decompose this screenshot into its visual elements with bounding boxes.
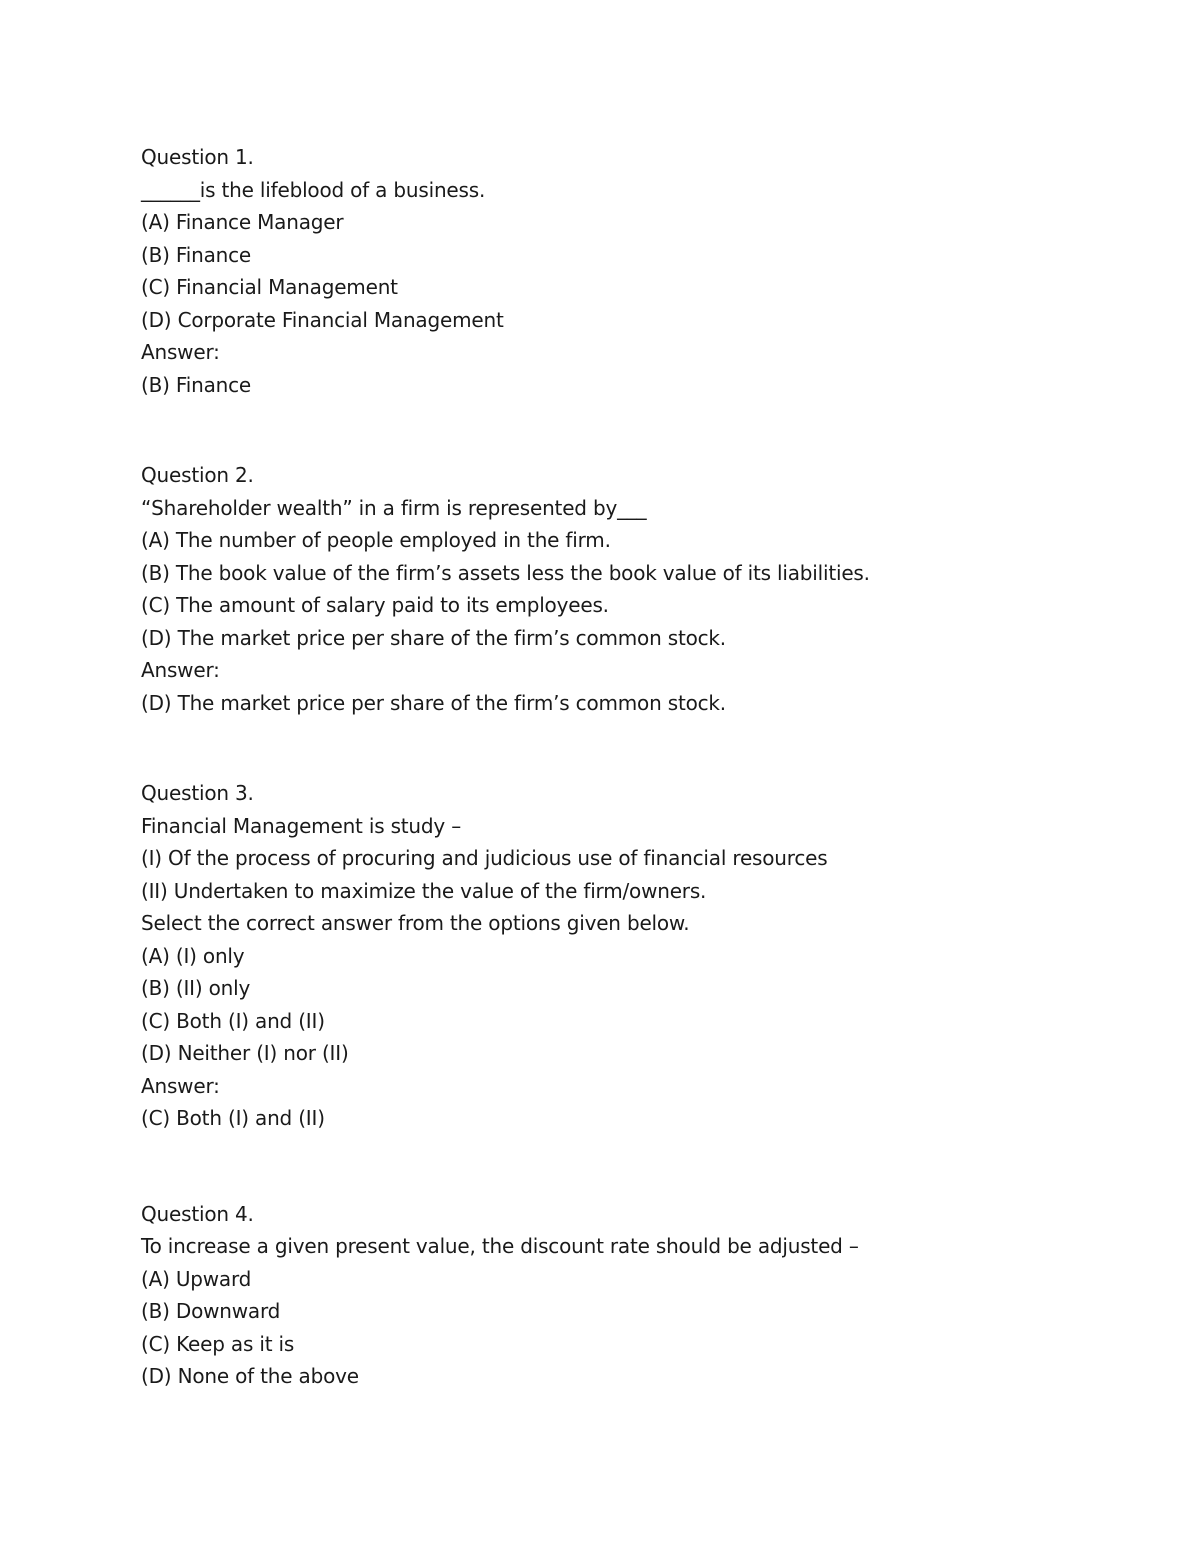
answer-text: (C) Both (I) and (II) (141, 1106, 325, 1130)
question-2 (141, 459, 1081, 719)
option-b: (B) (II) only (141, 976, 251, 1000)
question-heading: Question 4. (141, 1201, 254, 1226)
answer-text: (D) The market price per share of the firm’s common stock. (141, 690, 726, 715)
statement-ii: (II) Undertaken to maximize the value of the firm/owners. (141, 878, 707, 903)
option-a: (A) The number of people employed in the firm. (141, 528, 611, 552)
answer-text: (B) Finance (141, 372, 251, 397)
answer-label: Answer: (141, 658, 220, 682)
option-d: (D) Neither (I) nor (II) (141, 1041, 349, 1065)
option-d: (D) Corporate Financial Management (141, 307, 504, 332)
spacer (141, 719, 1081, 777)
question-prompt: ______is the lifeblood of a business. (141, 177, 486, 202)
option-d: (D) The market price per share of the firm’s common stock. (141, 625, 726, 650)
question-prompt: “Shareholder wealth” in a firm is represented by___ (141, 495, 647, 520)
spacer (141, 401, 1081, 459)
question-prompt: Financial Management is study – (141, 813, 462, 838)
option-d: (D) None of the above (141, 1364, 359, 1388)
question-1 (141, 141, 1081, 401)
question-heading: Question 2. (141, 463, 254, 487)
option-c: (C) Both (I) and (II) (141, 1008, 325, 1033)
question-prompt: To increase a given present value, the discount rate should be adjusted – (141, 1234, 859, 1258)
question-4 (141, 1198, 1081, 1393)
answer-label: Answer: (141, 340, 220, 364)
question-heading: Question 3. (141, 781, 254, 805)
document-content (141, 141, 1081, 1393)
option-a: (A) Finance Manager (141, 210, 344, 234)
option-c: (C) Financial Management (141, 275, 398, 299)
option-c: (C) Keep as it is (141, 1331, 295, 1356)
question-heading: Question 1. (141, 145, 254, 169)
option-a: (A) (I) only (141, 943, 245, 968)
answer-label: Answer: (141, 1073, 220, 1098)
statement-i: (I) Of the process of procuring and judicious use of financial resources (141, 846, 828, 870)
question-3 (141, 777, 1081, 1135)
option-b: (B) Finance (141, 242, 251, 267)
option-b: (B) The book value of the firm’s assets less the book value of its liabilities. (141, 560, 870, 585)
option-b: (B) Downward (141, 1299, 281, 1323)
question-instruction: Select the correct answer from the options given below. (141, 911, 690, 935)
spacer (141, 1135, 1081, 1198)
option-c: (C) The amount of salary paid to its employees. (141, 593, 609, 617)
option-a: (A) Upward (141, 1266, 252, 1291)
